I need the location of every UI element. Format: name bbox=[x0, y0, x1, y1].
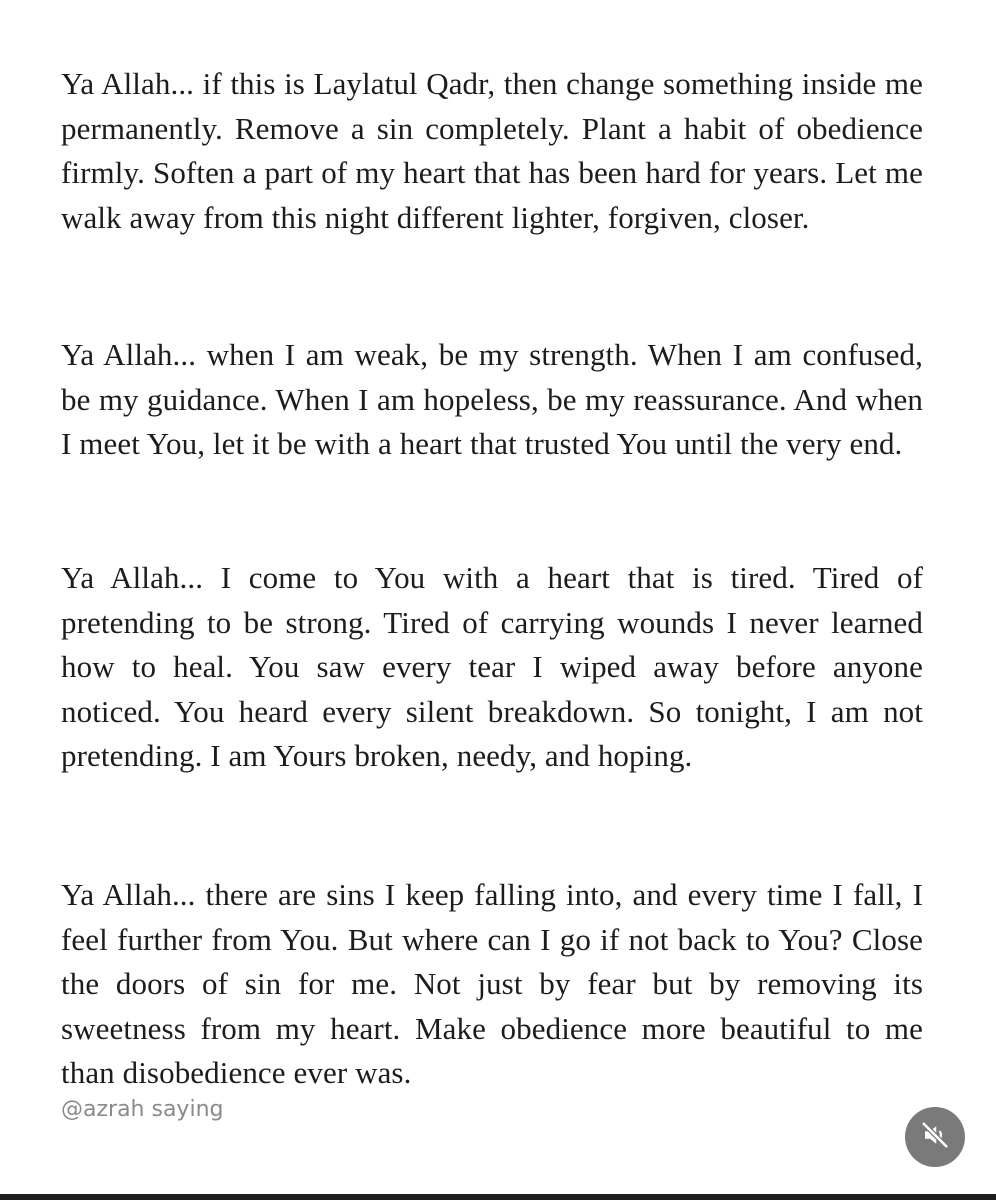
prayer-paragraph-1: Ya Allah... if this is Laylatul Qadr, then change something inside me permanently. Remove a sin completely. Plant a habit of obedience firmly. Soften a part of my heart that has been hard for years. Let me walk away from this night different lighter, forgiven, closer. bbox=[61, 66, 923, 235]
speaker-muted-icon bbox=[920, 1120, 950, 1155]
bottom-divider bbox=[0, 1194, 996, 1200]
prayer-paragraph-3: Ya Allah... I come to You with a heart that is tired. Tired of pretending to be strong. Tired of carrying wounds I never learned how to heal. You saw every tear I wiped away before anyone noticed. You heard every silent breakdown. So tonight, I am not pretending. I am Yours broken, needy, and hoping. bbox=[61, 560, 923, 773]
prayer-paragraph-4: Ya Allah... there are sins I keep falling into, and every time I fall, I feel further from You. But where can I go if not back to You? Close the doors of sin for me. Not just by fear but by removing its sweetness from my heart. Make obedience more beautiful to me than disobedience ever was. bbox=[61, 877, 923, 1090]
prayer-paragraph-2: Ya Allah... when I am weak, be my strength. When I am confused, be my guidance. When I am hopeless, be my reassurance. And when I meet You, let it be with a heart that trusted You until the very end. bbox=[61, 337, 923, 461]
mute-button[interactable] bbox=[905, 1107, 965, 1167]
author-credit: @azrah saying bbox=[61, 1097, 224, 1122]
